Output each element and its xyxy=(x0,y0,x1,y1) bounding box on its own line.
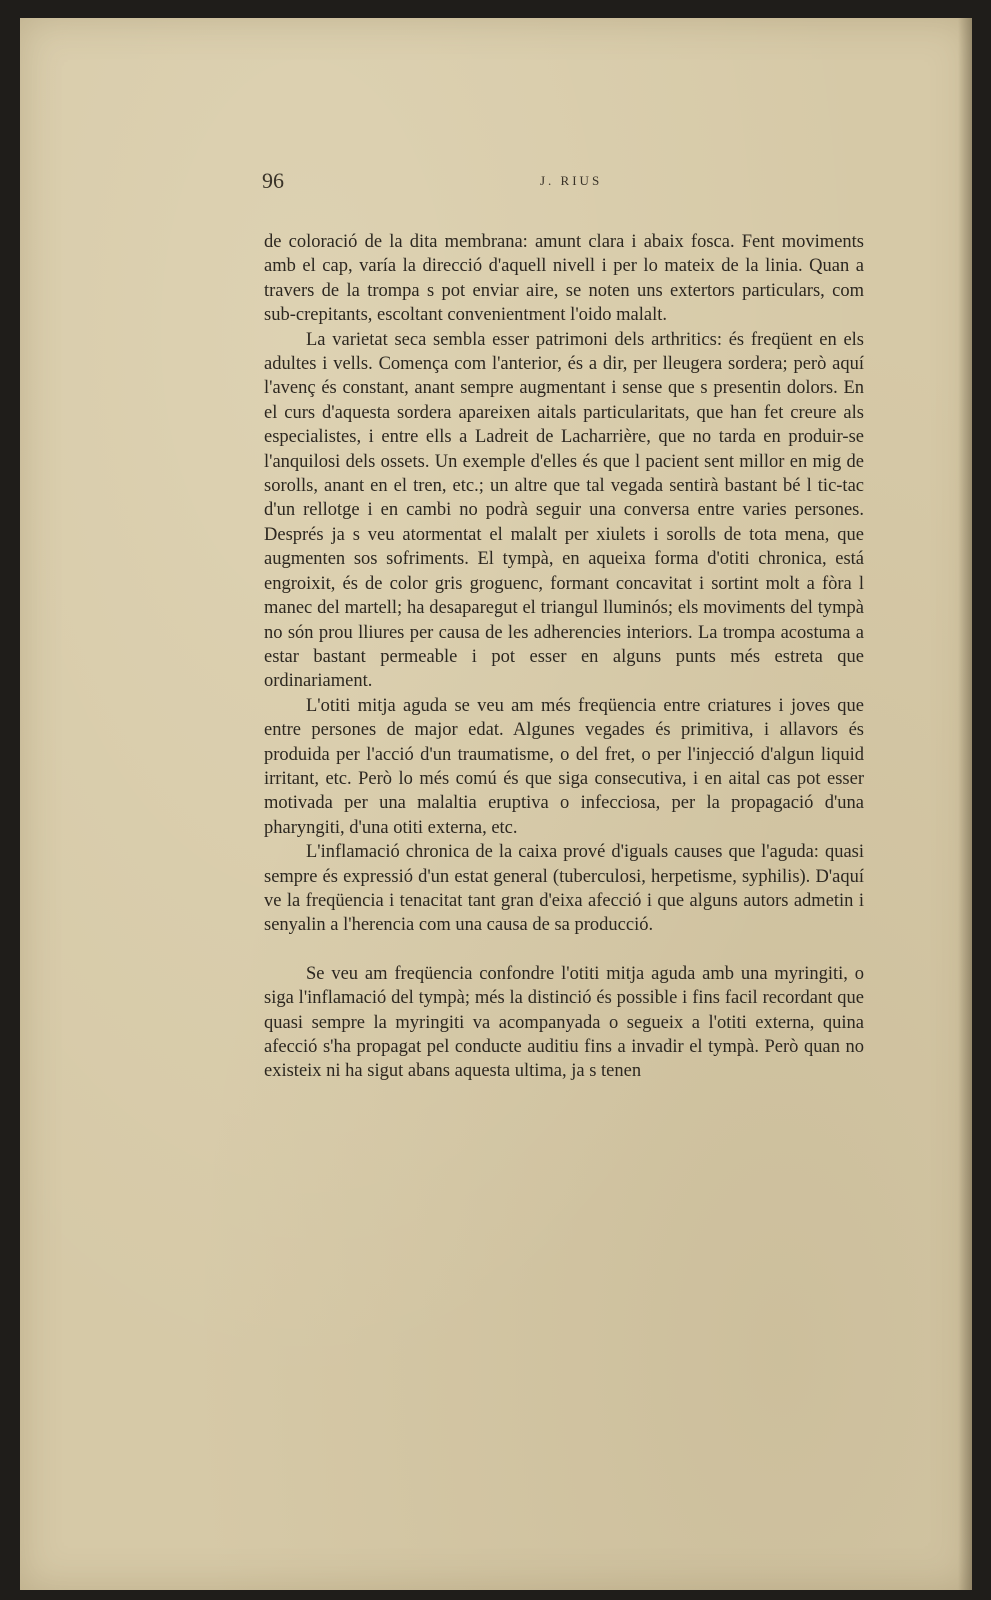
paragraph-chronic-inflammation: L'inflamació chronica de la caixa prové d'iguals causes que l'aguda: quasi sempre és expressió d'un estat general (tuberculosi, herpetisme, syphilis). D'aquí ve la freqüencia i tenacitat tant gran d'eixa afecció i que alguns autors admetin i senyalin a l'herencia com una causa de sa producció. xyxy=(264,842,864,936)
paragraph-myringitis: Se veu am freqüencia confondre l'otiti mitja aguda amb una myringiti, o siga l'inflamació del tympà; més la distinció és possible i fins facil recordant que quasi sempre la myringiti va acompanyada o segueix a l'otiti externa, quina afecció s'ha propagat pel conducte auditiu fins a invadir el tympà. Però quan no existeix ni ha sigut abans aquesta ultima, ja s tenen xyxy=(264,963,864,1082)
page-number: 96 xyxy=(262,168,284,193)
running-head-author: J. RIUS xyxy=(540,173,603,188)
paragraph-dry-variety: La varietat seca sembla esser patrimoni dels arthritics: és freqüent en els adultes i vells. Comença com l'anterior, és a dir, per lleugera sordera; però aquí l'avenç és constant, anant sempre augmentant i sense que s presentin dolors. En el curs d'aquesta sordera apareixen aitals particularitats, que han fet creure als especialistes, i entre ells a Ladreit de Lacharrière, que no tarda en produir-se l'anquilosi dels ossets. Un exemple d'elles és que l pacient sent millor en mig de sorolls, anant en el tren, etc.; un altre que tal vegada sentirà bastant bé l tic-tac d'un rellotge i en cambi no podrà seguir una conversa entre varies persones. Després ja s veu atormentat el malalt per xiulets i sorolls de tota mena, que augmenten sos sofriments. El tympà, en aqueixa forma d'otiti chronica, está engroixit, és de color gris groguenc, formant concavitat i sortint molt a fòra l manec del martell; ha desaparegut el triangul lluminós; els moviments del tympà no són prou lliures per causa de les adherencies interiors. La trompa acostuma a estar bastant permeable i pot esser en alguns punts més estreta que ordinariament. xyxy=(264,329,864,692)
paragraph-continued: de coloració de la dita membrana: amunt clara i abaix fosca. Fent moviments amb el cap, varía la direcció d'aquell nivell i per lo mateix de la linia. Quan a travers de la trompa s pot enviar aire, se noten uns extertors particulars, com sub-crepitants, escoltant convenientment l'oido malalt. xyxy=(264,232,864,326)
page-header xyxy=(262,168,866,208)
paragraph-acute-otitis: L'otiti mitja aguda se veu am més freqüencia entre criatures i joves que entre persones de major edat. Algunes vegades és primitiva, i allavors és produida per l'acció d'un traumatisme, o del fret, o per l'injecció d'algun liquid irritant, etc. Però lo més comú és que siga consecutiva, i en aital cas pot esser motivada per una malaltia eruptiva o infecciosa, per la propagació d'una pharyngiti, d'una otiti externa, etc. xyxy=(264,695,864,838)
body-text xyxy=(264,230,864,1084)
page-spine-shadow xyxy=(958,18,972,1590)
